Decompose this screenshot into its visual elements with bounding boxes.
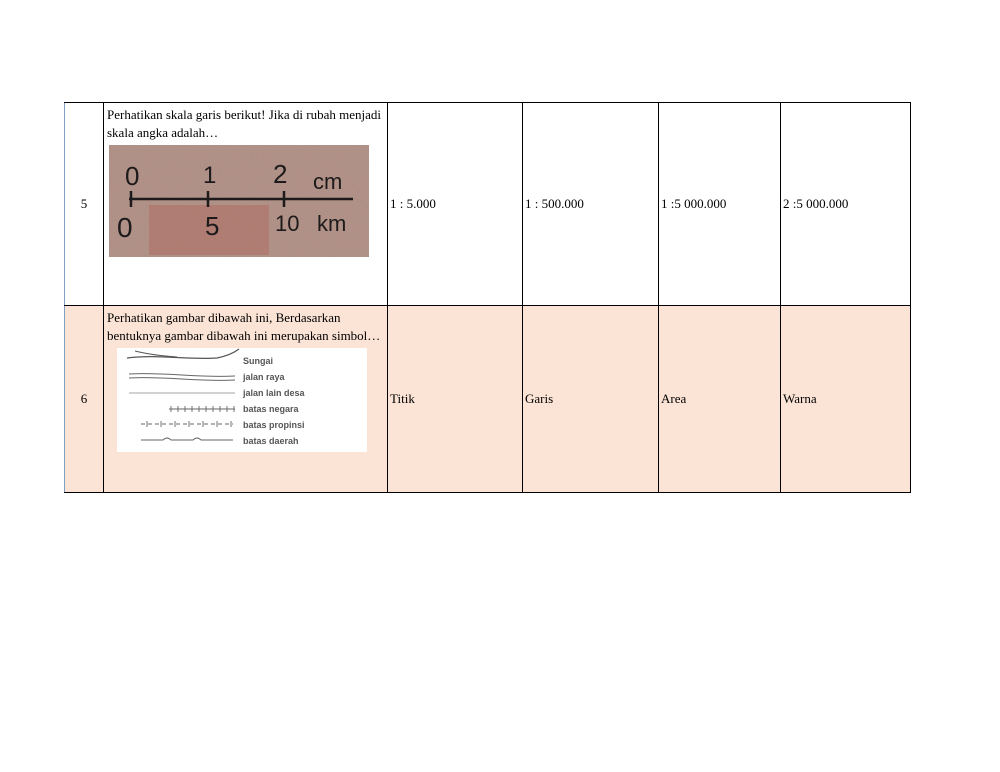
scale-km-label: 10 [275,211,300,236]
question-cell [104,103,388,306]
question-row-5 [65,103,911,306]
option-d[interactable]: 2 :5 000.000 [781,103,911,306]
option-a[interactable]: Titik [388,306,523,493]
question-cell [104,306,388,493]
scale-bar-photo [104,145,387,261]
question-number: 6 [65,306,104,493]
scale-cm-label: 1 [203,162,217,189]
option-d[interactable]: Warna [781,306,911,493]
option-b[interactable]: 1 : 500.000 [523,103,659,306]
legend-label: batas daerah [243,436,299,446]
question-text: Perhatikan skala garis berikut! Jika di rubah menjadi skala angka adalah… [107,107,382,140]
map-legend-image [104,348,387,456]
scale-cm-label: 0 [125,161,140,191]
legend-label: Sungai [243,356,274,366]
question-text: Perhatikan gambar dibawah ini, Berdasarkan bentuknya gambar dibawah ini merupakan simbol… [107,310,381,343]
option-a[interactable]: 1 : 5.000 [388,103,523,306]
option-c[interactable]: Area [659,306,781,493]
question-row-6 [65,306,911,493]
legend-label: jalan lain desa [243,388,305,398]
option-b[interactable]: Garis [523,306,659,493]
scale-km-label: 5 [205,211,220,241]
option-c[interactable]: 1 :5 000.000 [659,103,781,306]
question-number: 5 [65,103,104,306]
question-table [64,102,911,493]
legend-label: jalan raya [243,372,285,382]
legend-label: batas negara [243,404,299,414]
legend-label: batas propinsi [243,420,305,430]
scale-unit-label: km [317,211,347,236]
scale-unit-label: cm [313,169,343,194]
scale-km-label: 0 [117,212,133,243]
scale-cm-label: 2 [273,159,288,189]
